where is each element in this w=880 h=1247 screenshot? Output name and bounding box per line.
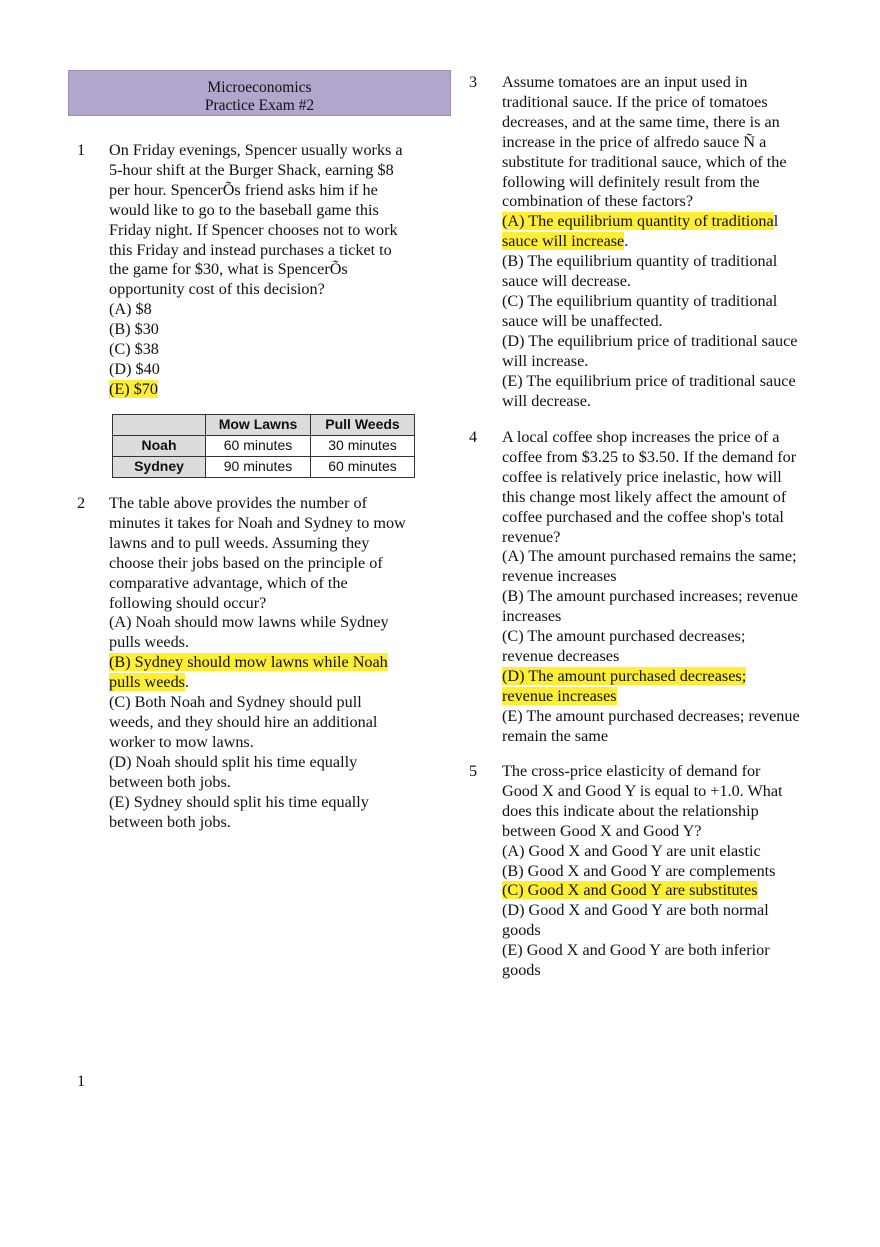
question-line: the game for $30, what is SpencerÕs: [109, 260, 348, 279]
choice-d-correct-cont: revenue increases: [502, 686, 617, 705]
col-header-mow: Mow Lawns: [206, 415, 311, 436]
choice-a: (A) Noah should mow lawns while Sydney: [109, 613, 389, 632]
choice-c: (C) $38: [109, 340, 159, 359]
choice-e: (E) Good X and Good Y are both inferior: [502, 941, 770, 960]
choice-a: (A) $8: [109, 300, 152, 319]
question-line: per hour. SpencerÕs friend asks him if he: [109, 180, 378, 199]
choice-b: (B) The amount purchased increases; revenue: [502, 587, 798, 606]
choice-b-period: .: [184, 673, 190, 692]
choice-e-cont: between both jobs.: [109, 812, 231, 831]
page-number: 1: [77, 1072, 86, 1090]
choice-c: (C) The equilibrium quantity of traditional: [502, 291, 778, 310]
choice-c-cont: revenue decreases: [502, 646, 620, 665]
question-line: On Friday evenings, Spencer usually works a: [109, 141, 403, 159]
choice-b-cont: increases: [502, 607, 562, 626]
time-table: [112, 414, 415, 478]
choice-a-tail: l: [773, 212, 779, 231]
question-body: [109, 494, 406, 832]
choice-d-correct: (D) The amount purchased decreases;: [502, 666, 747, 685]
choice-e: (E) The equilibrium price of traditional sauce: [502, 371, 796, 390]
question-line: does this indicate about the relationship: [502, 801, 759, 820]
choice-e-cont: remain the same: [502, 726, 609, 745]
choice-a: (A) Good X and Good Y are unit elastic: [502, 841, 761, 860]
choice-d-cont: goods: [502, 921, 541, 940]
question-number: 4: [469, 428, 478, 446]
question-line: comparative advantage, which of the: [109, 573, 348, 592]
choice-e-correct: (E) $70: [109, 379, 158, 398]
question-number: 5: [469, 762, 478, 780]
choice-c-cont: weeds, and they should hire an additional: [109, 712, 378, 731]
question-line: between Good X and Good Y?: [502, 821, 702, 840]
choice-a: (A) The amount purchased remains the same;: [502, 547, 797, 566]
question-line: combination of these factors?: [502, 192, 694, 211]
question-line: Friday night. If Spencer chooses not to work: [109, 220, 398, 239]
choice-b: (B) The equilibrium quantity of traditional: [502, 252, 778, 271]
question-line: coffee from $3.25 to $3.50. If the demand for: [502, 447, 797, 466]
question-line: this change most likely affect the amount of: [502, 487, 787, 506]
table-cell: 60 minutes: [206, 435, 311, 456]
choice-a-correct-cont: sauce will increase: [502, 232, 625, 251]
question-line: opportunity cost of this decision?: [109, 280, 325, 299]
row-header-noah: Noah: [113, 435, 206, 456]
choice-e: (E) Sydney should split his time equally: [109, 792, 369, 811]
question-line: following will definitely result from the: [502, 172, 760, 191]
choice-d: (D) Noah should split his time equally: [109, 752, 358, 771]
choice-c-cont: worker to mow lawns.: [109, 732, 254, 751]
choice-b: (B) $30: [109, 320, 159, 339]
question-line: 5-hour shift at the Burger Shack, earning $8: [109, 160, 394, 179]
question-line: lawns and to pull weeds. Assuming they: [109, 533, 370, 552]
course-title: Microeconomics: [207, 79, 312, 96]
table-corner: [113, 415, 206, 436]
table-cell: 60 minutes: [311, 456, 415, 477]
choice-b-correct: (B) Sydney should mow lawns while Noah: [109, 653, 388, 672]
choice-e-cont: goods: [502, 961, 541, 980]
choice-b-correct-cont: pulls weeds: [109, 673, 185, 692]
choice-c-cont: sauce will be unaffected.: [502, 311, 663, 330]
choice-e-cont: will decrease.: [502, 391, 591, 410]
question-line: following should occur?: [109, 593, 267, 612]
question-line: choose their jobs based on the principle of: [109, 553, 383, 572]
question-line: would like to go to the baseball game this: [109, 200, 379, 219]
choice-d-cont: between both jobs.: [109, 772, 231, 791]
question-body: [502, 428, 800, 747]
choice-b: (B) Good X and Good Y are complements: [502, 861, 776, 880]
question-line: coffee is relatively price inelastic, how will: [502, 467, 782, 486]
choice-c: (C) The amount purchased decreases;: [502, 627, 746, 646]
question-line: The cross-price elasticity of demand for: [502, 762, 761, 780]
question-line: substitute for traditional sauce, which of the: [502, 152, 787, 171]
question-line: A local coffee shop increases the price of a: [502, 428, 780, 446]
choice-d: (D) Good X and Good Y are both normal: [502, 901, 769, 920]
row-header-sydney: Sydney: [113, 456, 206, 477]
question-line: minutes it takes for Noah and Sydney to mow: [109, 513, 406, 532]
question-body: [502, 762, 783, 981]
question-line: this Friday and instead purchases a ticket to: [109, 240, 392, 259]
choice-e: (E) The amount purchased decreases; revenue: [502, 706, 800, 725]
exam-subtitle: Practice Exam #2: [204, 97, 315, 114]
question-line: coffee purchased and the coffee shop's total: [502, 507, 784, 526]
question-line: decreases, and at the same time, there is an: [502, 112, 780, 131]
question-body: [109, 141, 403, 400]
question-line: increase in the price of alfredo sauce Ñ a: [502, 132, 767, 151]
question-line: Good X and Good Y is equal to +1.0. What: [502, 781, 783, 800]
col-header-pull: Pull Weeds: [311, 415, 415, 436]
choice-c: (C) Both Noah and Sydney should pull: [109, 693, 362, 712]
choice-a-period: .: [624, 232, 629, 251]
choice-a-cont: revenue increases: [502, 567, 617, 586]
choice-d: (D) The equilibrium price of traditional sauce: [502, 331, 798, 350]
exam-title-box: [68, 70, 451, 116]
question-number: 3: [469, 73, 478, 91]
question-line: The table above provides the number of: [109, 494, 368, 512]
question-body: [502, 73, 797, 411]
choice-d: (D) $40: [109, 359, 160, 378]
choice-d-cont: will increase.: [502, 351, 589, 370]
choice-a-cont: pulls weeds.: [109, 633, 190, 652]
table-cell: 90 minutes: [206, 456, 311, 477]
question-line: traditional sauce. If the price of tomatoes: [502, 92, 768, 111]
question-number: 2: [77, 494, 86, 512]
question-line: Assume tomatoes are an input used in: [502, 73, 748, 91]
choice-c-correct: (C) Good X and Good Y are substitutes: [502, 881, 758, 900]
choice-a-correct: (A) The equilibrium quantity of traditiona: [502, 212, 774, 231]
question-line: revenue?: [502, 527, 561, 546]
question-number: 1: [77, 141, 86, 159]
table-cell: 30 minutes: [311, 435, 415, 456]
choice-b-cont: sauce will decrease.: [502, 272, 631, 291]
